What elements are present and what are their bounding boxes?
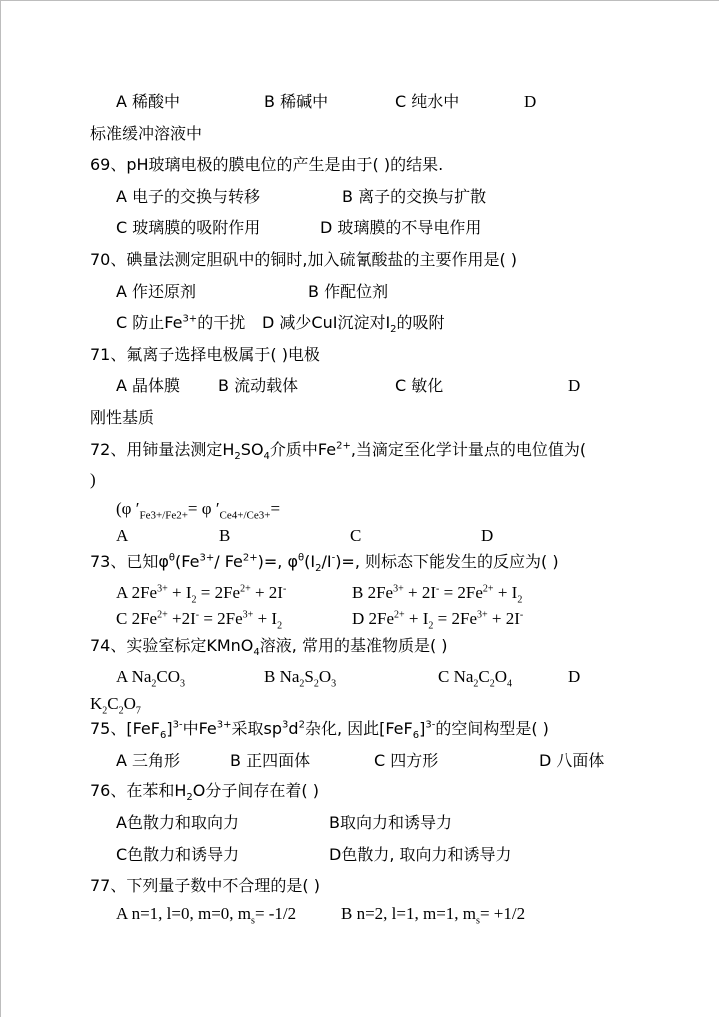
q76-option-d: D色散力, 取向力和诱导力 xyxy=(329,845,512,864)
q70-option-b: B 作配位剂 xyxy=(308,282,389,301)
q73-stem: 73、已知$\varphi^\theta(Fe^{3+}/$ $Fe^{2+})=$, $\varphi^\theta(I_2/I^-)=$, 则标态下能发生的反应为( ) xyxy=(90,552,559,575)
q77-stem: 77、下列量子数中不合理的是( ) xyxy=(90,876,320,895)
q72-option-b: B xyxy=(219,526,231,545)
q74-option-d: D xyxy=(568,667,581,686)
q72-option-d: D xyxy=(481,526,494,545)
q71-option-a: A 晶体膜 xyxy=(116,376,181,395)
q71-option-d: D xyxy=(568,376,581,395)
q76-option-a: A色散力和取向力 xyxy=(116,813,239,832)
q71-stem: 71、氟离子选择电极属于( )电极 xyxy=(90,345,320,364)
q77-option-b: B n=2, l=1, m=1, $m_s= +1/2$ xyxy=(341,904,526,927)
q71-option-d-continued: 刚性基质 xyxy=(90,408,155,427)
q68-option-d: D xyxy=(524,92,537,111)
q71-option-b: B 流动载体 xyxy=(218,376,299,395)
q75-stem: 75、$[FeF_6]^{3-}$中$Fe^{3+}$采取$sp^3d^2$杂化, 因此$[FeF_6]^{3-}$的空间构型是( ) xyxy=(90,719,549,742)
q75-option-d: D 八面体 xyxy=(539,751,605,770)
q76-option-b: B取向力和诱导力 xyxy=(329,813,452,832)
q76-option-c: C色散力和诱导力 xyxy=(116,845,240,864)
q72-option-c: C xyxy=(350,526,362,545)
q72-stem: 72、用铈量法测定$H_2SO_4$介质中$Fe^{2+}$,当滴定至化学计量点的电位值为( xyxy=(90,440,587,463)
q69-option-a: A 电子的交换与转移 xyxy=(116,187,261,206)
q77-option-a: A n=1, l=0, m=0, $m_s= -1/2$ xyxy=(116,904,297,927)
q69-stem: 69、pH玻璃电极的膜电位的产生是由于( )的结果. xyxy=(90,155,444,174)
q70-stem: 70、碘量法测定胆矾中的铜时,加入硫氰酸盐的主要作用是( ) xyxy=(90,250,518,269)
q69-option-c: C 玻璃膜的吸附作用 xyxy=(116,218,261,237)
q74-option-d-continued: $K_2C_2O_7$ xyxy=(90,694,141,717)
q70-option-c: C 防止$Fe^{3+}$的干扰 xyxy=(116,313,246,332)
q68-option-c: C 纯水中 xyxy=(395,92,460,111)
q74-stem: 74、实验室标定KMnO$_4$溶液, 常用的基准物质是( ) xyxy=(90,636,448,659)
q72-given-potentials: (φ $'_{Fe3+/Fe2+}= \varphi$ $'_{Ce4+/Ce3+}=$ xyxy=(116,499,281,522)
q73-option-c: C $2Fe^{2+} +2I^- = 2Fe^{3+} + I_2$ xyxy=(116,609,283,632)
q69-option-d: D 玻璃膜的不导电作用 xyxy=(320,218,482,237)
q72-option-a: A xyxy=(116,526,129,545)
q76-stem: 76、在苯和$H_2O$分子间存在着( ) xyxy=(90,781,319,804)
q68-option-a: A 稀酸中 xyxy=(116,92,181,111)
q72-stem-continued: ) xyxy=(90,470,96,489)
q70-option-a: A 作还原剂 xyxy=(116,282,197,301)
q73-option-b: B $2Fe^{3+} + 2I^- = 2Fe^{2+} + I_2$ xyxy=(352,583,523,606)
q68-option-d-continued: 标准缓冲溶液中 xyxy=(90,124,203,143)
q73-option-a: A $2Fe^{3+} + I_2 = 2Fe^{2+} + 2I^-$ xyxy=(116,583,287,606)
q74-option-a: A $Na_2CO_3$ xyxy=(116,667,186,690)
q75-option-c: C 四方形 xyxy=(374,751,439,770)
q75-option-a: A 三角形 xyxy=(116,751,181,770)
q68-option-b: B 稀碱中 xyxy=(264,92,329,111)
q74-option-c: C $Na_2C_2O_4$ xyxy=(438,667,513,690)
q69-option-b: B 离子的交换与扩散 xyxy=(342,187,487,206)
q70-option-d: D 减少CuI沉淀对$I_2$的吸附 xyxy=(262,313,445,336)
q71-option-c: C 敏化 xyxy=(395,376,444,395)
q75-option-b: B 正四面体 xyxy=(230,751,311,770)
q73-option-d: D $2Fe^{2+} + I_2 = 2Fe^{3+} + 2I^-$ xyxy=(352,609,524,632)
q74-option-b: B $Na_2S_2O_3$ xyxy=(264,667,337,690)
